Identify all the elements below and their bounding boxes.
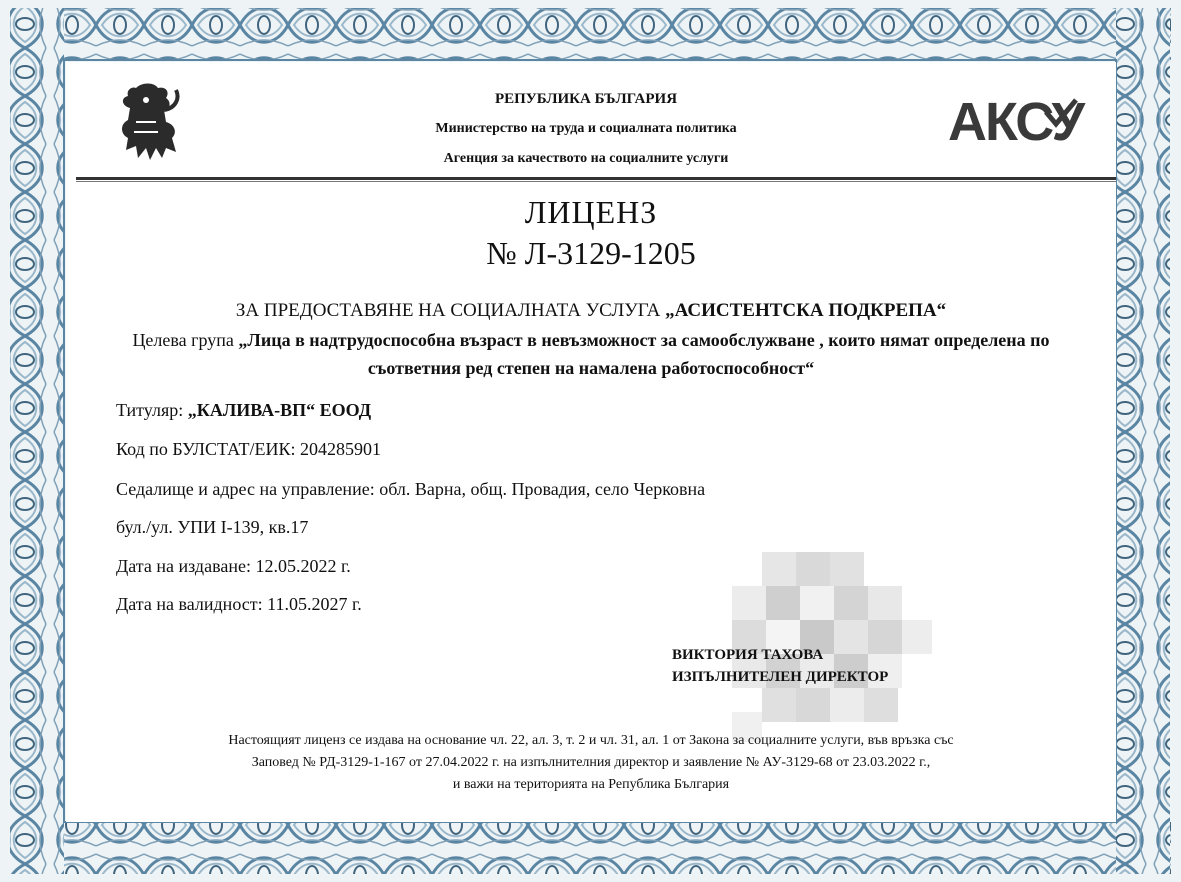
target-group-text: „Лица в надтрудоспособна възраст в невъзможност за самообслужване , които нямат определена по съответния ред степен на намалена работоспособност“ <box>238 330 1050 378</box>
license-number: № Л-3129-1205 <box>486 235 696 271</box>
header-text <box>266 84 906 174</box>
document-title: ЛИЦЕНЗ <box>524 194 658 230</box>
document-header <box>66 62 1116 180</box>
service-line <box>66 298 1116 324</box>
issue-date: Дата на издаване: 12.05.2022 г. <box>116 556 351 576</box>
country-name: РЕПУБЛИКА БЪЛГАРИЯ <box>494 91 678 107</box>
ministry-name: Министерство на труда и социалната политика <box>435 121 737 136</box>
signature-block <box>672 644 992 688</box>
footer-line-1: Настоящият лиценз се издава на основание чл. 22, ал. 3, т. 2 и чл. 31, ал. 1 от Закона за социалните услуги, във връзка със <box>228 733 954 748</box>
coat-of-arms-icon <box>106 78 186 168</box>
target-group-label: Целева група <box>132 330 239 350</box>
holder-value: „КАЛИВА-ВП“ ЕООД <box>187 400 372 420</box>
validity-date: Дата на валидност: 11.05.2027 г. <box>116 594 362 614</box>
address-line-1: Седалище и адрес на управление: обл. Варна, общ. Провадия, село Черковна <box>116 479 706 499</box>
target-group <box>96 326 1086 382</box>
agency-name: Агенция за качеството на социалните услуги <box>443 151 729 166</box>
signatory-position: ИЗПЪЛНИТЕЛЕН ДИРЕКТОР <box>672 669 889 685</box>
signatory-name: ВИКТОРИЯ ТАХОВА <box>672 647 824 663</box>
service-name: „АСИСТЕНТСКА ПОДКРЕПА“ <box>665 300 947 321</box>
footer-line-3: и важи на територията на Република България <box>452 777 730 792</box>
holder-label: Титуляр: <box>116 400 188 420</box>
bulstat-field: Код по БУЛСТАТ/ЕИК: 204285901 <box>116 439 382 459</box>
holder-field <box>116 398 371 422</box>
header-divider <box>76 177 1116 182</box>
address-line-2: бул./ул. УПИ I-139, кв.17 <box>116 517 309 537</box>
footer-line-2: Заповед № РД-3129-1-167 от 27.04.2022 г. на изпълнителния директор и заявление № АУ-3129-68 от 23.03.2022 г., <box>251 755 931 770</box>
legal-basis-footer <box>66 730 1116 796</box>
aksu-logo-text: АКСУ <box>948 92 1084 150</box>
aksu-logo <box>946 90 1086 150</box>
service-prefix: ЗА ПРЕДОСТАВЯНЕ НА СОЦИАЛНАТА УСЛУГА <box>235 300 666 321</box>
license-body <box>66 62 1116 822</box>
